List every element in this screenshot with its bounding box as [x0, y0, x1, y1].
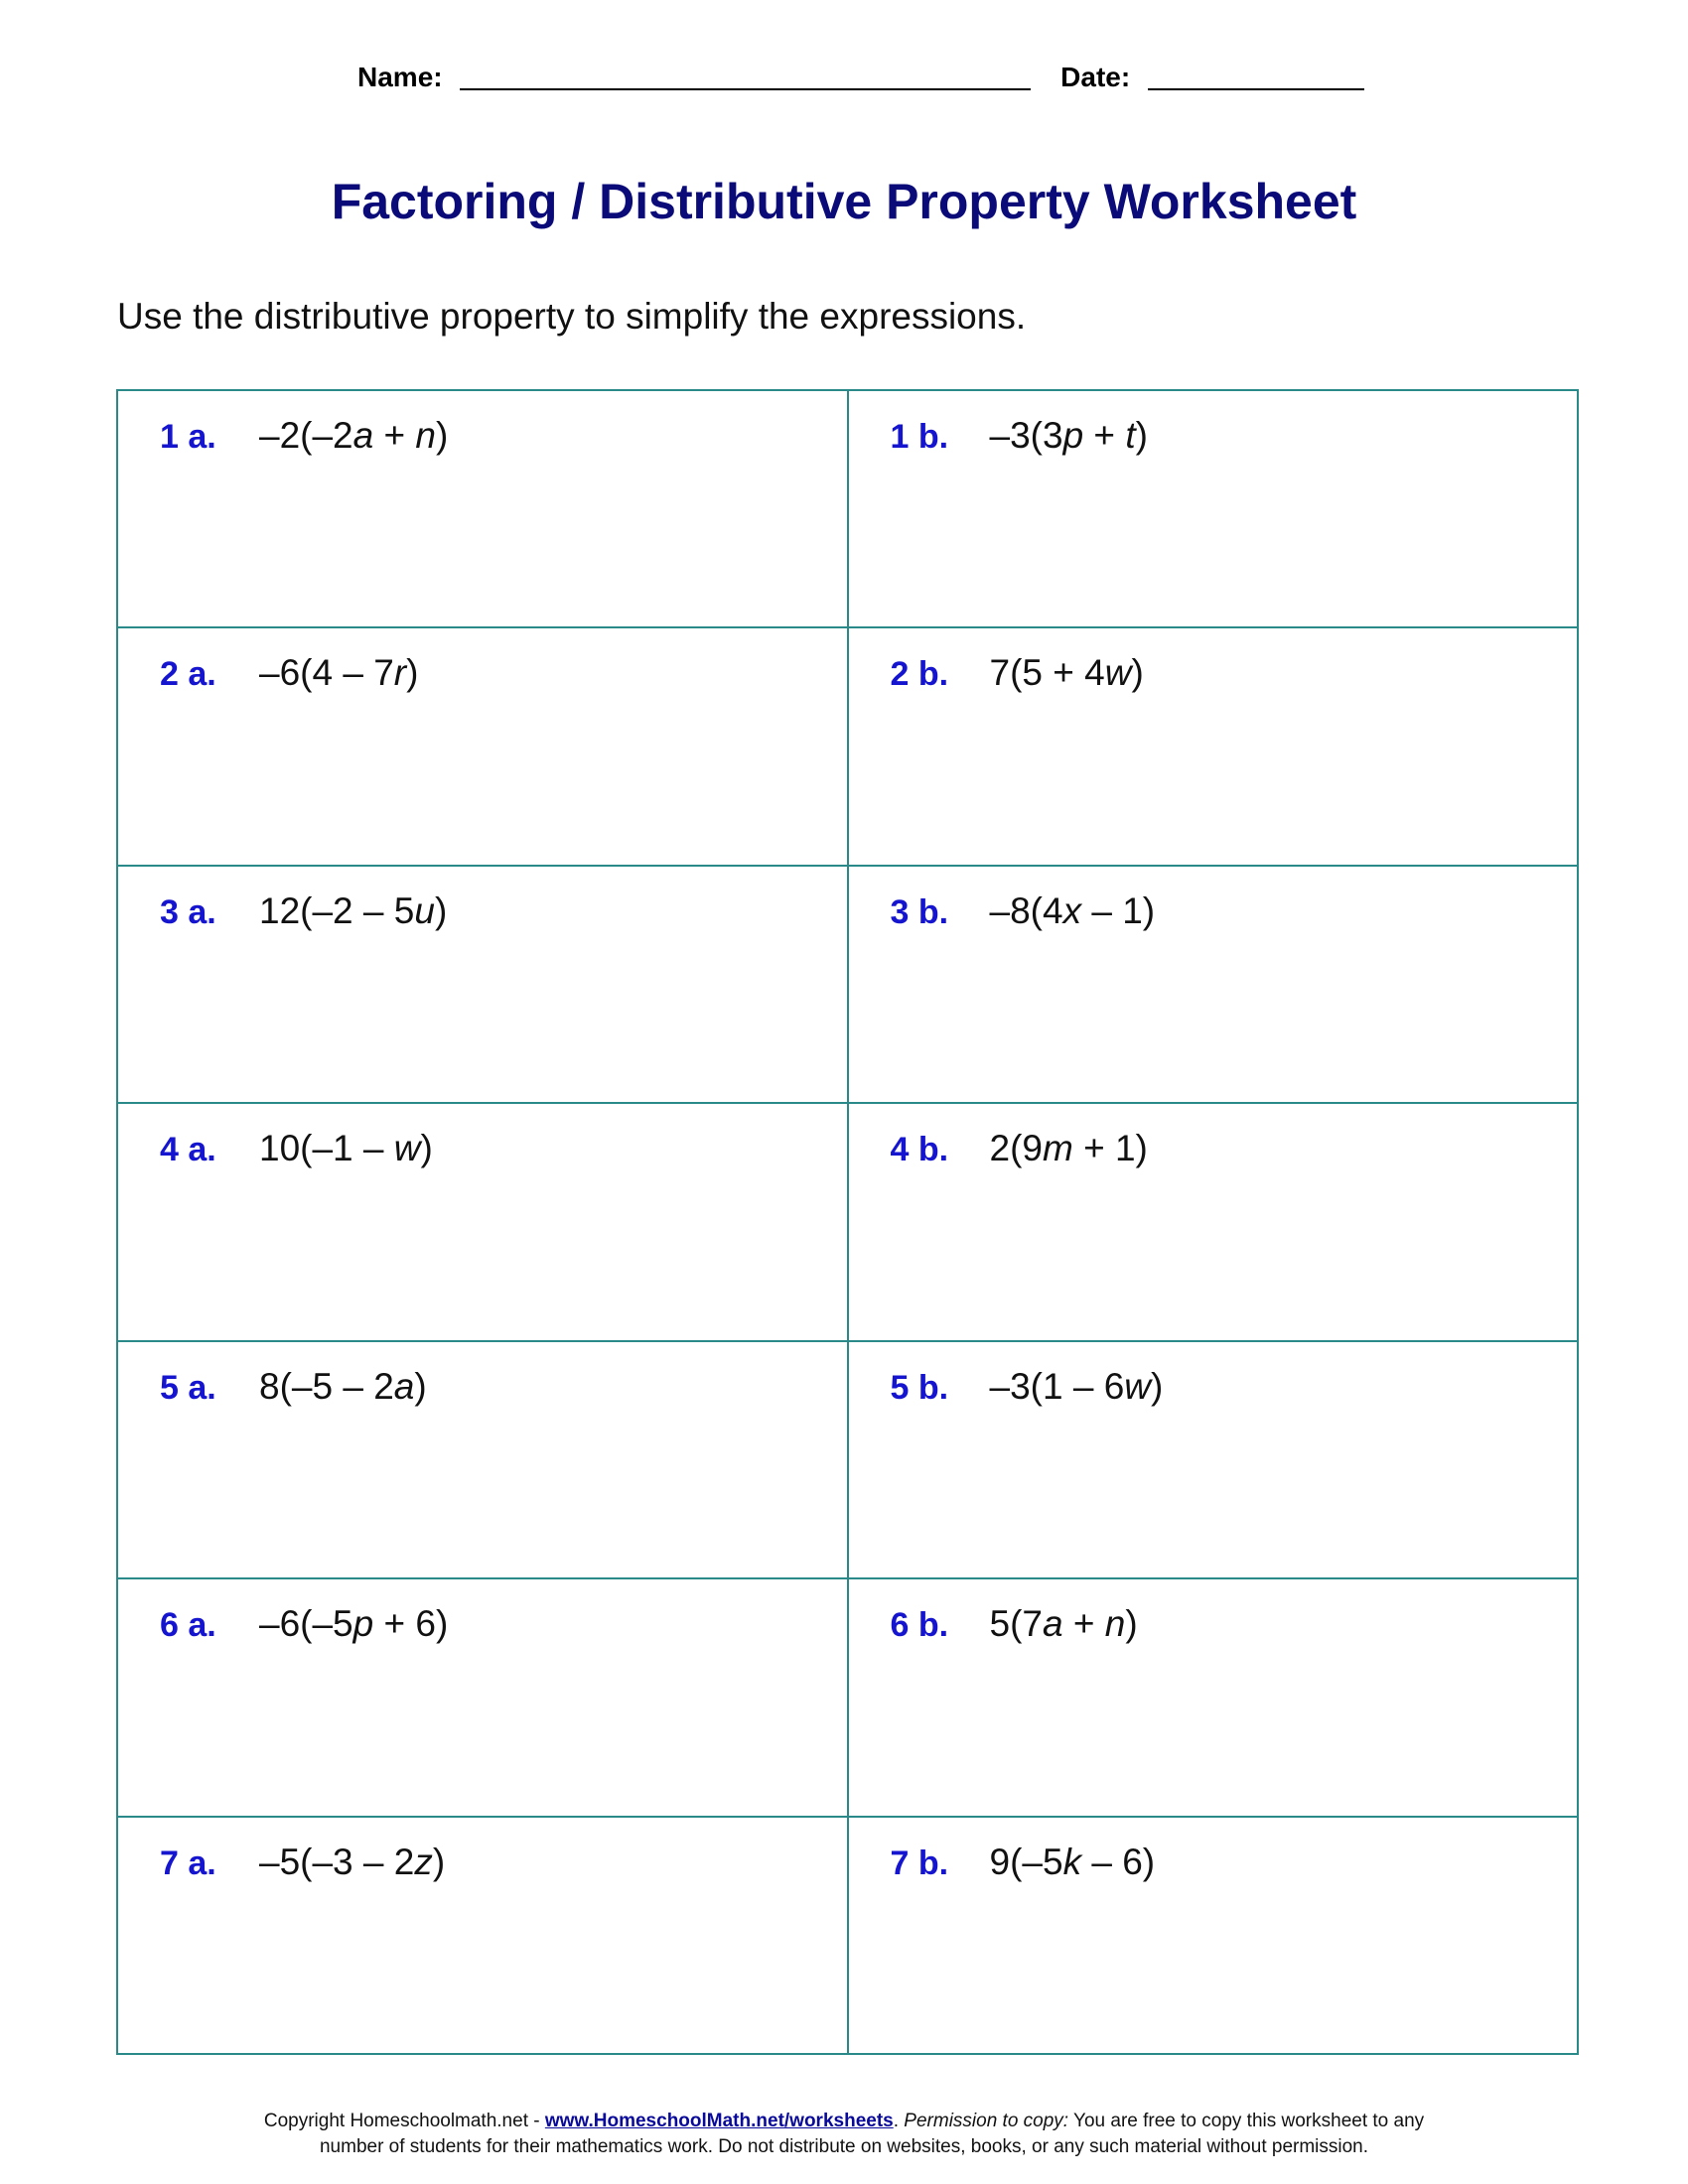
expression-variable: p — [352, 1603, 374, 1645]
expression-text: 7(5 + 4 — [989, 652, 1105, 694]
problem-expression — [259, 1842, 445, 1882]
date-blank[interactable] — [1148, 63, 1364, 90]
expression-variable: a — [1042, 1603, 1063, 1645]
problem-content — [118, 1818, 847, 1883]
footer-permission-label: Permission to copy: — [904, 2111, 1069, 2131]
expression-text: 10(–1 – — [259, 1128, 394, 1169]
problem-number: 2 a. — [160, 655, 216, 694]
expression-variable: k — [1062, 1841, 1082, 1882]
expression-variable: t — [1125, 415, 1136, 456]
problem-content — [849, 867, 1578, 932]
problem-number: 4 b. — [890, 1131, 949, 1169]
expression-text: ) — [406, 652, 419, 694]
expression-text: ) — [434, 889, 448, 931]
expression-variable: z — [414, 1841, 433, 1882]
problem-row — [117, 1817, 1578, 2054]
problem-expression — [259, 890, 447, 931]
expression-text: 2(9 — [989, 1128, 1043, 1169]
problem-expression — [990, 652, 1144, 693]
expression-text: ) — [432, 1841, 446, 1882]
problem-expression — [259, 1128, 433, 1168]
problem-number: 5 b. — [890, 1368, 949, 1407]
problem-row — [117, 627, 1578, 865]
expression-text: + 1) — [1072, 1128, 1148, 1169]
problem-row — [117, 1578, 1578, 1816]
expression-variable: w — [1124, 1365, 1152, 1407]
problem-number: 5 a. — [160, 1368, 216, 1407]
expression-text: – 1) — [1081, 889, 1156, 931]
problem-expression — [990, 1842, 1156, 1882]
problem-content — [118, 628, 847, 694]
footer-copyright: Copyright Homeschoolmath.net - — [263, 2111, 545, 2131]
footer-line-1 — [0, 2109, 1688, 2134]
problem-expression — [990, 415, 1148, 456]
page-title: Factoring / Distributive Property Worksheet — [331, 174, 1357, 229]
problem-cell[interactable] — [848, 866, 1579, 1103]
problem-row — [117, 1103, 1578, 1340]
expression-variable: w — [1104, 652, 1132, 694]
problem-number: 6 b. — [890, 1606, 949, 1645]
expression-variable: n — [1104, 1603, 1126, 1645]
expression-text: + 6) — [373, 1603, 449, 1645]
problem-grid-body — [117, 390, 1578, 2054]
expression-text: –5(–3 – 2 — [259, 1841, 415, 1882]
expression-text: –3(3 — [989, 415, 1063, 456]
expression-text: 5(7 — [989, 1603, 1043, 1645]
problem-number: 3 a. — [160, 892, 216, 931]
problem-cell[interactable] — [848, 1817, 1579, 2054]
problem-content — [849, 391, 1578, 457]
problem-number: 3 b. — [890, 892, 949, 931]
problem-number: 7 a. — [160, 1843, 216, 1882]
name-blank[interactable] — [460, 63, 1031, 90]
date-label: Date: — [1060, 62, 1131, 92]
problem-number: 1 b. — [890, 418, 949, 456]
expression-text: –6(4 – 7 — [259, 652, 394, 694]
expression-variable: n — [415, 415, 436, 456]
expression-text: 8(–5 – 2 — [259, 1365, 394, 1407]
problem-expression — [259, 652, 418, 693]
problem-grid — [116, 389, 1579, 2055]
problem-content — [118, 1104, 847, 1169]
name-label: Name: — [357, 62, 443, 92]
problem-number: 2 b. — [890, 655, 949, 694]
problem-number: 6 a. — [160, 1606, 216, 1645]
footer-link[interactable]: www.HomeschoolMath.net/worksheets — [544, 2111, 894, 2131]
problem-expression — [990, 1603, 1138, 1644]
expression-text: ) — [414, 1365, 427, 1407]
expression-text: 9(–5 — [989, 1841, 1063, 1882]
expression-text: ) — [1135, 415, 1148, 456]
problem-cell[interactable] — [848, 1103, 1579, 1340]
expression-variable: r — [393, 652, 407, 694]
problem-row — [117, 866, 1578, 1103]
problem-cell[interactable] — [848, 627, 1579, 865]
expression-text: + — [1083, 415, 1126, 456]
problem-cell[interactable] — [117, 1578, 848, 1816]
expression-text: –6(–5 — [259, 1603, 353, 1645]
problem-cell[interactable] — [117, 866, 848, 1103]
problem-cell[interactable] — [848, 1578, 1579, 1816]
footer-line-2: number of students for their mathematics work. Do not distribute on websites, books, or any such material without permission. — [319, 2136, 1369, 2157]
expression-variable: w — [393, 1128, 421, 1169]
expression-text: –2(–2 — [259, 415, 353, 456]
expression-text: –3(1 – 6 — [989, 1365, 1125, 1407]
problem-cell[interactable] — [117, 1817, 848, 2054]
problem-number: 7 b. — [890, 1843, 949, 1882]
problem-expression — [990, 890, 1156, 931]
problem-cell[interactable] — [117, 1341, 848, 1578]
problem-cell[interactable] — [848, 1341, 1579, 1578]
expression-text: ) — [1125, 1603, 1138, 1645]
problem-row — [117, 1341, 1578, 1578]
problem-content — [849, 628, 1578, 694]
name-date-header — [357, 62, 1331, 93]
problem-content — [849, 1579, 1578, 1645]
expression-variable: u — [414, 889, 435, 931]
expression-variable: a — [352, 415, 374, 456]
problem-row — [117, 390, 1578, 627]
problem-expression — [259, 1366, 427, 1407]
expression-text: – 6) — [1081, 1841, 1156, 1882]
problem-expression — [990, 1366, 1164, 1407]
problem-content — [849, 1342, 1578, 1408]
expression-text: –8(4 — [989, 889, 1063, 931]
problem-number: 4 a. — [160, 1131, 216, 1169]
problem-cell[interactable] — [117, 627, 848, 865]
expression-text: ) — [1131, 652, 1144, 694]
problem-content — [118, 391, 847, 457]
problem-expression — [990, 1128, 1148, 1168]
expression-variable: p — [1062, 415, 1084, 456]
expression-text: ) — [420, 1128, 433, 1169]
footer — [0, 2109, 1688, 2160]
expression-text: + — [373, 415, 416, 456]
problem-content — [118, 1342, 847, 1408]
expression-text: 12(–2 – 5 — [259, 889, 415, 931]
problem-content — [118, 1579, 847, 1645]
problem-cell[interactable] — [117, 1103, 848, 1340]
expression-variable: a — [393, 1365, 415, 1407]
expression-text: ) — [435, 415, 449, 456]
problem-content — [849, 1104, 1578, 1169]
problem-content — [849, 1818, 1578, 1883]
instructions: Use the distributive property to simplify the expressions. — [117, 296, 1027, 337]
problem-number: 1 a. — [160, 418, 216, 456]
problem-expression — [259, 415, 448, 456]
footer-after-link: . — [893, 2111, 905, 2131]
problem-content — [118, 867, 847, 932]
expression-variable: x — [1062, 889, 1082, 931]
expression-text: ) — [1151, 1365, 1164, 1407]
problem-cell[interactable] — [848, 390, 1579, 627]
problem-expression — [259, 1603, 448, 1644]
expression-text: + — [1062, 1603, 1105, 1645]
problem-cell[interactable] — [117, 390, 848, 627]
expression-variable: m — [1042, 1128, 1073, 1169]
footer-permission-text: You are free to copy this worksheet to any — [1068, 2111, 1425, 2131]
